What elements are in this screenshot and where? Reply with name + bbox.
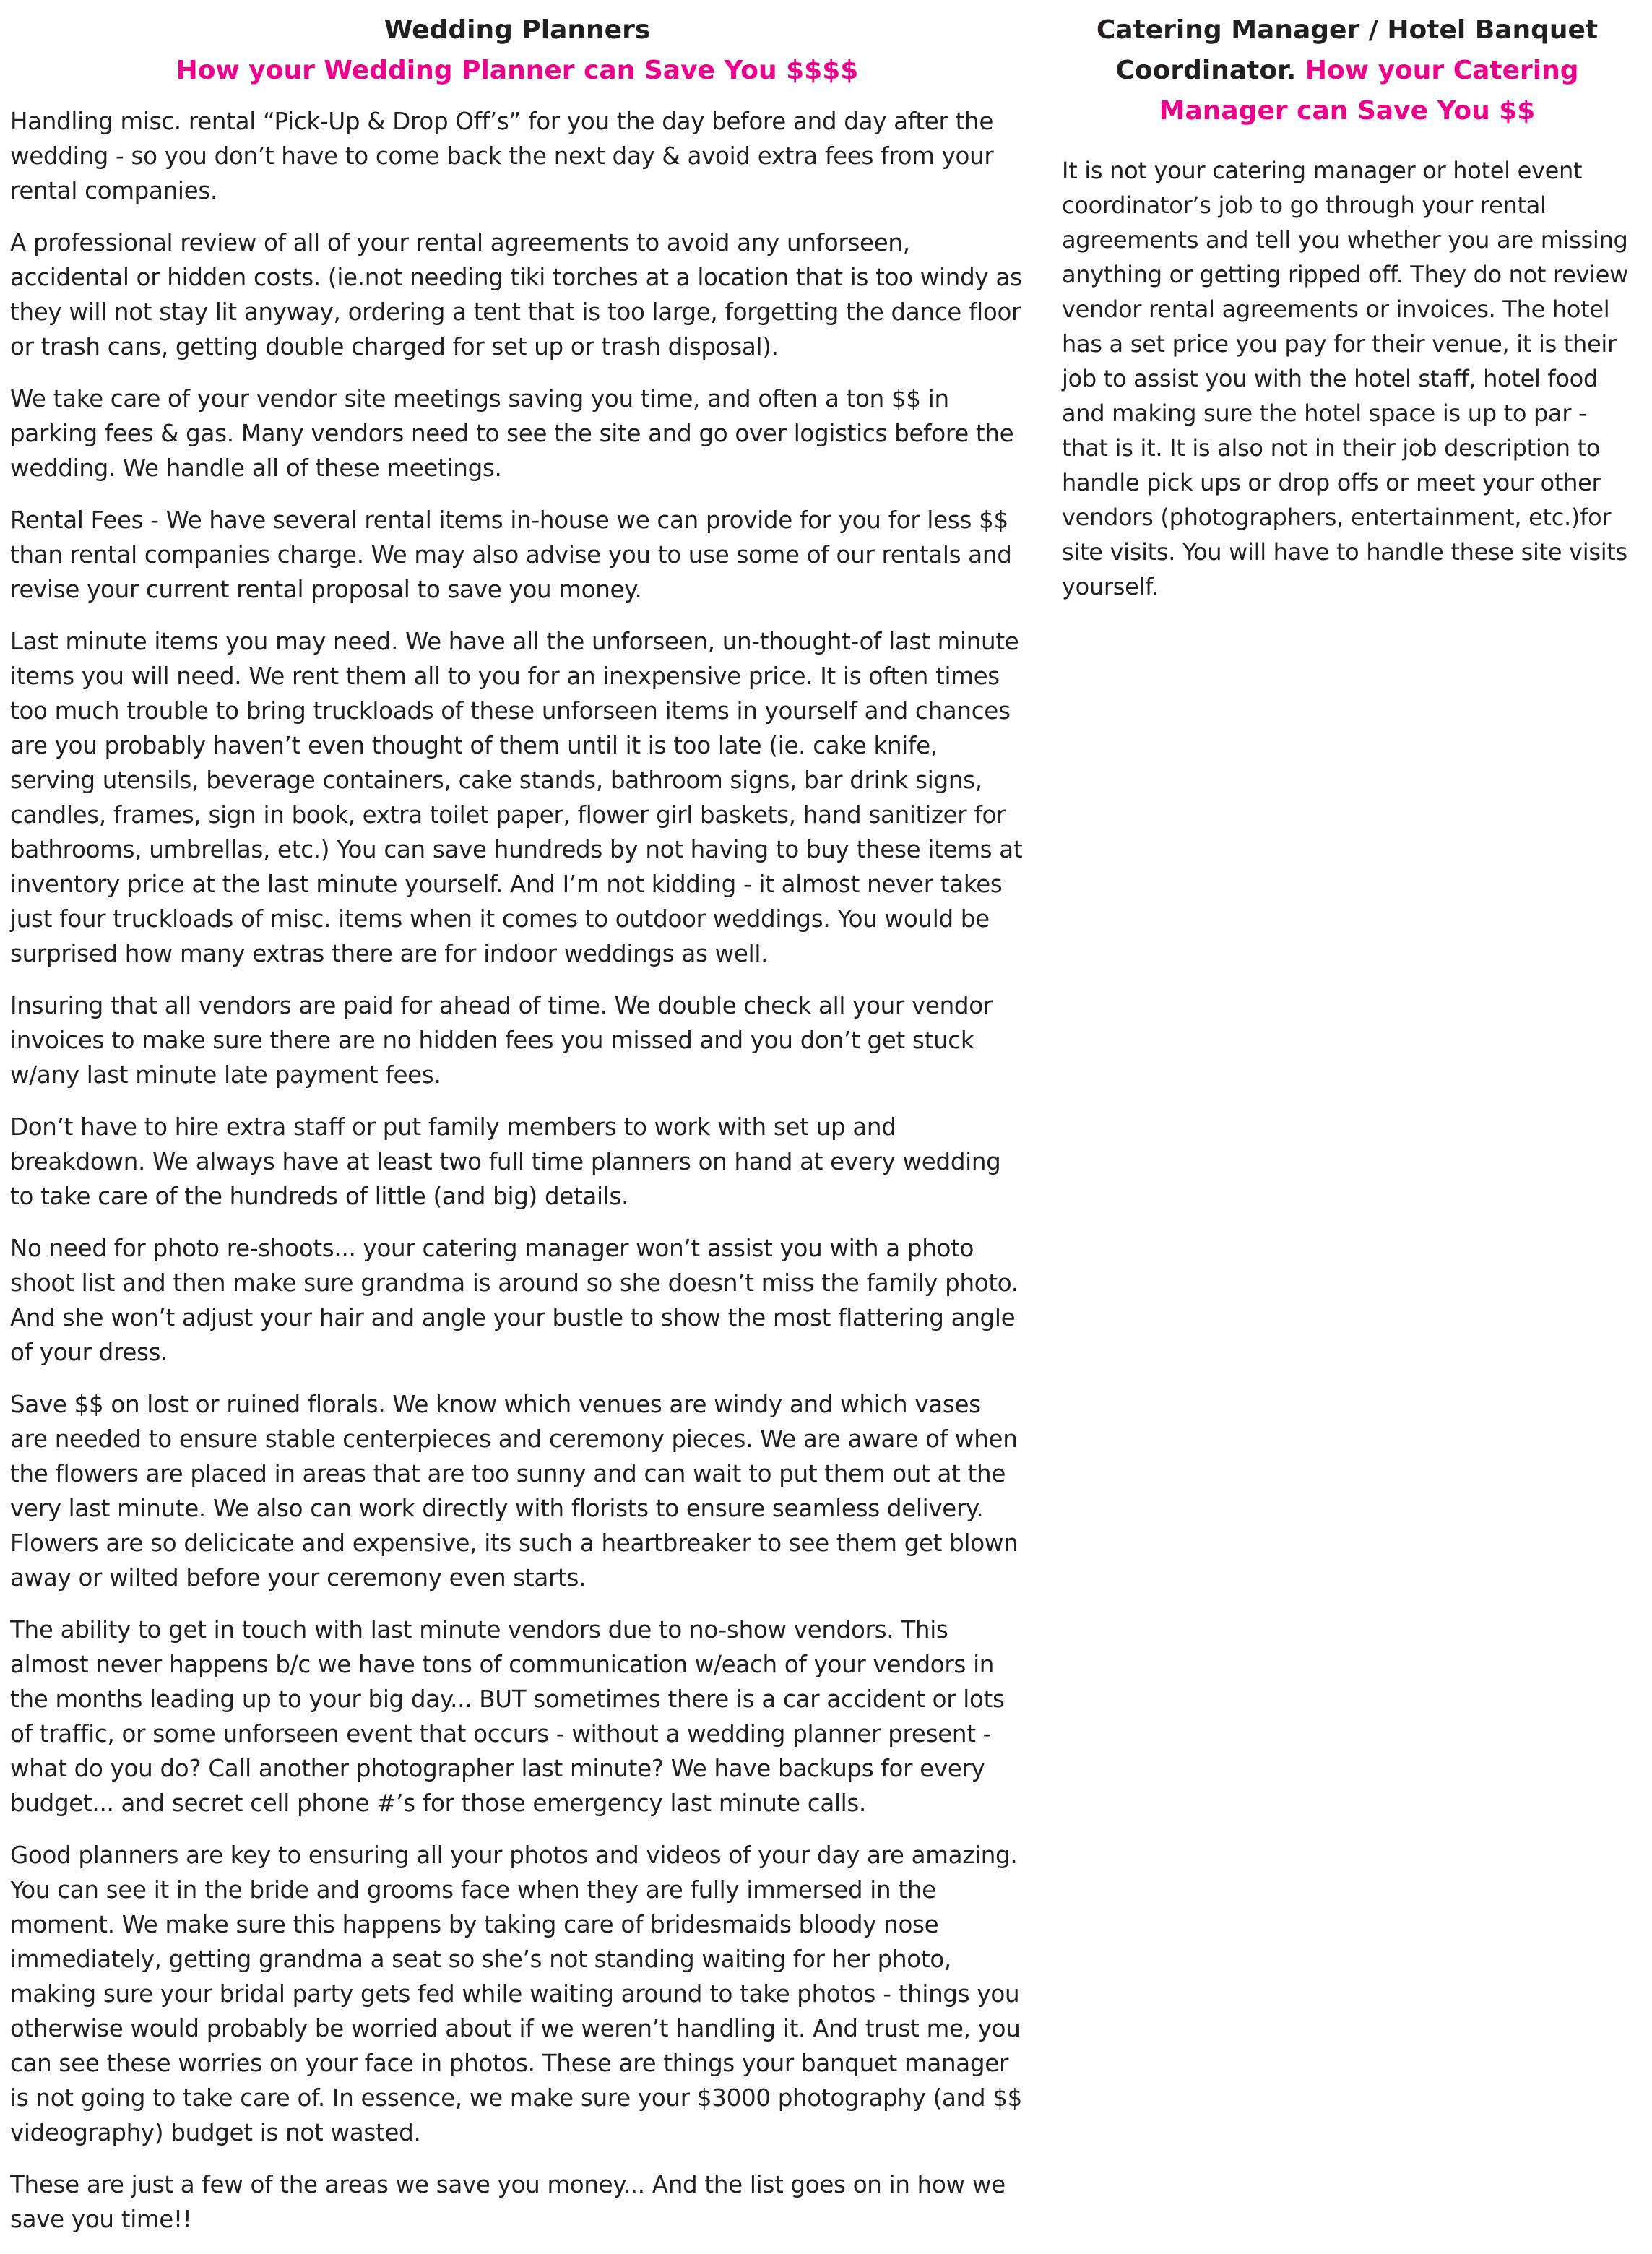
wedding-planners-title: Wedding Planners [384,15,651,45]
paragraph-rental-pickup: Handling misc. rental “Pick-Up & Drop Off’s” for you the day before and day after the wedding - so you don’t have to come back the next day & avoid extra fees from your rental companies. [10,108,994,204]
catering-manager-column [1062,10,1632,604]
paragraph-site-meetings: We take care of your vendor site meetings saving you time, and often a ton $$ in parking fees & gas. Many vendors need to see the site and go over logistics before the wedding. We handle all of these meetings. [10,385,1014,482]
paragraph-closing: These are just a few of the areas we save you money... And the list goes on in how we save you time!! [10,2171,1006,2233]
paragraph-florals: Save $$ on lost or ruined florals. We know which venues are windy and which vases are needed to ensure stable centerpieces and ceremony pieces. We are aware of when the flowers are placed in areas that are too sunny and can wait to put them out at the very last minute. We also can work directly with florists to ensure seamless delivery. Flowers are so delicicate and expensive, its such a heartbreaker to see them get blown away or wilted before your ceremony even starts. [10,1391,1019,1592]
paragraph-extra-staff: Don’t have to hire extra staff or put family members to work with set up and breakdown. We always have at least two full time planners on hand at every wedding to take care of the hundreds of little (and big) details. [10,1113,1001,1210]
paragraph-last-minute-items: Last minute items you may need. We have all the unforseen, un-thought-of last minute items you will need. We rent them all to you for an inexpensive price. It is often times too much trouble to bring truckloads of these unforseen items in yourself and chances are you probably haven’t even thought of them until it is too late (ie. cake knife, serving utensils, beverage containers, cake stands, bathroom signs, bar drink signs, candles, frames, sign in book, extra toilet paper, flower girl baskets, hand sanitizer for bathrooms, umbrellas, etc.) You can save hundreds by not having to buy these items at inventory price at the last minute yourself. And I’m not kidding - it almost never takes just four truckloads of misc. items when it comes to outdoor weddings. You would be surprised how many extras there are for indoor weddings as well. [10,628,1023,967]
catering-title-line-1: Catering Manager / Hotel Banquet [1096,15,1599,45]
paragraph-photo-reshoots: No need for photo re-shoots... your catering manager won’t assist you with a photo shoot list and then make sure grandma is around so she doesn’t miss the family photo. And she won’t adjust your hair and angle your bustle to show the most flattering angle of your dress. [10,1235,1019,1366]
wedding-planners-subtitle: How your Wedding Planner can Save You $$$$ [176,56,859,85]
catering-manager-paragraph: It is not your catering manager or hotel event coordinator’s job to go through your rental agreements and tell you whether you are missing anything or getting ripped off. They do not review vendor rental agreements or invoices. The hotel has a set price you pay for their venue, it is their job to assist you with the hotel staff, hotel food and making sure the hotel space is up to par - that is it. It is also not in their job description to handle pick ups or drop offs or meet your other vendors (photographers, entertainment, etc.)for site visits. You will have to handle these site visits yourself. [1062,157,1629,600]
catering-title-line-3: Manager can Save You $$ [1159,96,1536,126]
paragraph-no-show-vendors: The ability to get in touch with last minute vendors due to no-show vendors. This almost never happens b/c we have tons of communication w/each of your vendors in the months leading up to your big day... BUT sometimes there is a car accident or lots of traffic, or some unforseen event that occurs - without a wedding planner present - what do you do? Call another photographer last minute? We have backups for every budget... and secret cell phone #’s for those emergency last minute calls. [10,1616,1005,1817]
catering-title-line-2: Coordinator. How your Catering [1115,56,1579,85]
catering-manager-header [1062,10,1632,131]
paragraph-rental-review: A professional review of all of your rental agreements to avoid any unforseen, accidental or hidden costs. (ie.not needing tiki torches at a location that is too windy as they will not stay lit anyway, ordering a tent that is too large, forgetting the dance floor or trash cans, getting double charged for set up or trash disposal). [10,229,1022,360]
paragraph-rental-fees: Rental Fees - We have several rental items in-house we can provide for you for less $$ than rental companies charge. We may also advise you to use some of our rentals and revise your current rental proposal to save you money. [10,506,1012,603]
paragraph-vendor-payments: Insuring that all vendors are paid for ahead of time. We double check all your vendor invoices to make sure there are no hidden fees you missed and you don’t get stuck w/any last minute late payment fees. [10,992,993,1089]
wedding-planners-header [10,10,1024,91]
paragraph-photos-videos: Good planners are key to ensuring all your photos and videos of your day are amazing. You can see it in the bride and grooms face when they are fully immersed in the moment. We make sure this happens by taking care of bridesmaids bloody nose immediately, getting grandma a seat so she’s not standing waiting for her photo, making sure your bridal party gets fed while waiting around to take photos - things you otherwise would probably be worried about if we weren’t handling it. And trust me, you can see these worries on your face in photos. These are things your banquet manager is not going to take care of. In essence, we make sure your $3000 photography (and $$ videography) budget is not wasted. [10,1841,1022,2146]
wedding-planners-column [10,10,1024,2254]
